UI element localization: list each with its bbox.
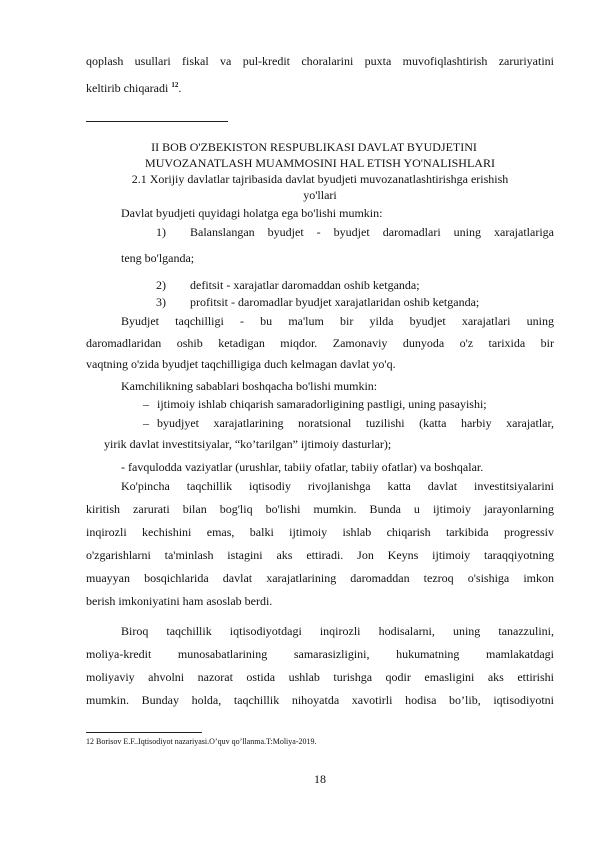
- list-item: yirik davlat investitsiyalar, “ko’tarilgan” ijtimoiy dasturlar);: [104, 437, 392, 451]
- text-line: qoplash usullari fiskal va pul-kredit choralarini puxta muvofiqlashtirish zaruriyatini: [86, 54, 554, 68]
- chapter-title: MUVOZANATLASH MUAMMOSINI HAL ETISH YO'NALISHLARI: [145, 156, 495, 170]
- list-number: 1): [156, 225, 166, 239]
- footnote-reference[interactable]: 12: [171, 81, 179, 89]
- list-number: 3): [156, 295, 166, 309]
- list-item: byudjyet xarajatlarining noratsional tuzilishi (katta harbiy xarajatlar,: [157, 416, 554, 430]
- footnote: 12 Borisov E.F..Iqtisodiyot nazariyasi.O’quv qo’llanma.T:Moliya-2019.: [86, 737, 317, 746]
- list-item: defitsit - xarajatlar daromaddan oshib ketganda;: [190, 278, 420, 292]
- paragraph-line: vaqtning o'zida byudjet taqchilligiga duch kelmagan davlat yo'q.: [86, 357, 396, 371]
- paragraph-line: daromadlaridan oshib ketadigan miqdor. Zamonaviy dunyoda o'z tarixida bir: [86, 336, 554, 350]
- list-item: teng bo'lganda;: [121, 251, 195, 265]
- separator-rule: [86, 121, 228, 122]
- paragraph-line: mumkin. Bunday holda, taqchillik nihoyatda xavotirli hodisa bo’lib, iqtisodiyotni: [86, 693, 554, 707]
- paragraph-line: Byudjet taqchilligi - bu ma'lum bir yilda byudjet xarajatlari uning: [121, 314, 554, 328]
- paragraph-line: moliyaviy ahvolni nazorat ostida ushlab turishga qodir emasligini aks ettirishi: [86, 670, 554, 684]
- dash-bullet: –: [143, 397, 149, 411]
- paragraph-line: moliya-kredit munosabatlarining samarasizligini, hukumatning mamlakatdagi: [86, 647, 554, 661]
- chapter-title: II BOB O'ZBEKISTON RESPUBLIKASI DAVLAT BYUDJETINI: [151, 140, 477, 154]
- list-item: ijtimoiy ishlab chiqarish samaradorligining pastligi, uning pasayishi;: [157, 397, 487, 411]
- list-number: 2): [156, 278, 166, 292]
- list-item: profitsit - daromadlar byudjet xarajatlaridan oshib ketganda;: [190, 295, 480, 309]
- text-fragment: keltirib chiqaradi: [86, 81, 169, 95]
- dash-bullet: –: [143, 416, 149, 430]
- list-item: Balanslangan byudjet - byudjet daromadlari uning xarajatlariga: [190, 225, 554, 239]
- section-title: yo'llari: [303, 188, 337, 202]
- section-title: 2.1 Xorijiy davlatlar tajribasida davlat byudjeti muvozanatlashtirishga erishish: [131, 172, 509, 186]
- paragraph-line: Ko'pincha taqchillik iqtisodiy rivojlanishga katta davlat investitsiyalarini: [121, 479, 554, 493]
- paragraph-line: Biroq taqchillik iqtisodiyotdagi inqirozli hodisalarni, uning tanazzulini,: [121, 624, 554, 638]
- paragraph-line: kiritish zarurati bilan bog'liq bo'lishi mumkin. Bunda u ijtimoiy jarayonlarning: [86, 502, 554, 516]
- footnote-separator: [86, 732, 202, 733]
- paragraph-line: inqirozli kechishini emas, balki ijtimoiy ishlab chiqarish tarkibida progressiv: [86, 525, 554, 539]
- page-number: 18: [314, 772, 326, 786]
- paragraph-line: Davlat byudjeti quyidagi holatga ega bo'lishi mumkin:: [121, 206, 383, 220]
- paragraph-line: berish imkoniyatini ham asoslab berdi.: [86, 594, 273, 608]
- text-fragment: .: [178, 81, 182, 95]
- paragraph-line: o'zgarishlarni ta'minlash istagini aks ettiradi. Jon Keyns ijtimoiy taraqqiyotning: [86, 548, 554, 562]
- paragraph-line: Kamchilikning sabablari boshqacha bo'lishi mumkin:: [121, 379, 378, 393]
- paragraph-line: muayyan bosqichlarida davlat xarajatlarining daromaddan tezroq o'sishiga imkon: [86, 571, 554, 585]
- list-item: - favqulodda vaziyatlar (urushlar, tabiiy ofatlar, tabiiy ofatlar) va boshqalar.: [121, 460, 484, 474]
- text-line: [86, 80, 181, 96]
